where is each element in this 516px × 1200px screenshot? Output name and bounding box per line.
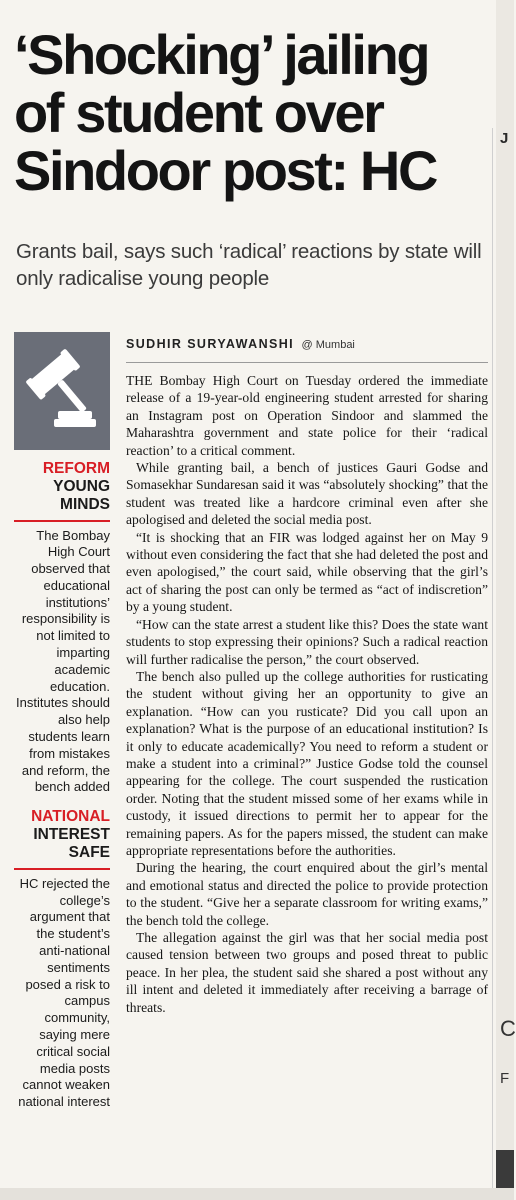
sidebar-rule — [14, 868, 110, 870]
column-rule — [492, 128, 493, 1188]
headline: ‘Shocking’ jailing of student over Sindoor post: HC — [14, 23, 436, 202]
page-bottom-edge — [0, 1188, 514, 1200]
article-paragraph: The allegation against the girl was that her social media post caused tension between two groups and posed threat to public peace. In her plea, the student said she shared a post without any ill intent and deleted it immediately after receiving a barrage of threats. — [126, 930, 488, 1015]
sidebar-heading-black: INTEREST SAFE — [33, 826, 110, 862]
sidebar — [14, 332, 110, 1111]
adjacent-fragment: F — [500, 1070, 510, 1087]
sidebar-heading-black: YOUNG MINDS — [53, 478, 110, 513]
adjacent-fragment: C — [500, 1016, 516, 1041]
sidebar-body-national: HC rejected the college’s argument that the student’s anti-national sentiments posed a risk to campus community, saying mere critical social media posts cannot weaken national interest — [18, 875, 110, 1110]
sidebar-rule — [14, 520, 110, 522]
article-paragraph: The bench also pulled up the college authorities for rusticating the student without giving her an opportunity to give an explanation. “How can you rusticate? Did you call upon an explanation? What is the purpose of an educational institution? Is it only to educate academically? You need to reform a student or make a student into a criminal?” Justice Godse told the counsel appearing for the college. The court suspended the rustication order. Noting that the student missed some of her exams while in custody, it issued directions to permit her to appear for the remaining papers. As for the papers missed, the student can make appropriate representations before the authorities. — [126, 668, 488, 858]
article-paragraph: During the hearing, the court enquired about the girl’s mental and emotional status and directed the police to provide protection to the student. “Give her a separate classroom for writing exams,” the bench told the college. — [126, 860, 488, 928]
sidebar-heading-red: REFORM — [42, 460, 110, 477]
sidebar-heading-national — [14, 808, 110, 862]
byline-rule — [126, 362, 488, 363]
gavel-box — [14, 332, 110, 450]
sidebar-heading-red: NATIONAL — [31, 808, 110, 826]
article-paragraph: THE Bombay High Court on Tuesday ordered the immediate release of a 19-year-old engineering student arrested for sharing an Instagram post on Operation Sindoor and slammed the Maharashtra government and state police for their ‘radical reaction’ to a critical comment. — [126, 373, 488, 458]
article-paragraph: “It is shocking that an FIR was lodged against her on May 9 without even considering the fact that she had deleted the post and even apologised,” the court said, while observing that the girl’s act of sharing the post can only be termed as “act of indiscretion” by a young student. — [126, 529, 488, 615]
byline — [126, 337, 355, 351]
byline-author: SUDHIR SURYAWANSHI — [126, 337, 295, 351]
byline-location: @ Mumbai — [301, 339, 355, 351]
adjacent-fragment: J — [500, 130, 509, 147]
sidebar-body-reform: The Bombay High Court observed that educational institutions’ responsibility is not limited to imparting academic education. Institutes should also help students learn from mistakes and reform, the bench added — [16, 527, 110, 795]
adjacent-page-edge — [496, 0, 514, 1200]
article-paragraph: “How can the state arrest a student like this? Does the state want students to stop expressing their opinions? Such a radical reaction will further radicalise the person,” the court observed. — [126, 616, 488, 667]
sidebar-heading-reform — [14, 460, 110, 514]
article-body — [126, 372, 488, 1016]
gavel-icon — [22, 345, 102, 437]
article-paragraph: While granting bail, a bench of justices Gauri Godse and Somasekhar Sundaresan said it was “absolutely shocking” that the student was treated like a hardcore criminal even after she apologised and deleted the social media post. — [126, 460, 488, 528]
deck: Grants bail, says such ‘radical’ reactions by state will only radicalise young people — [16, 240, 482, 290]
